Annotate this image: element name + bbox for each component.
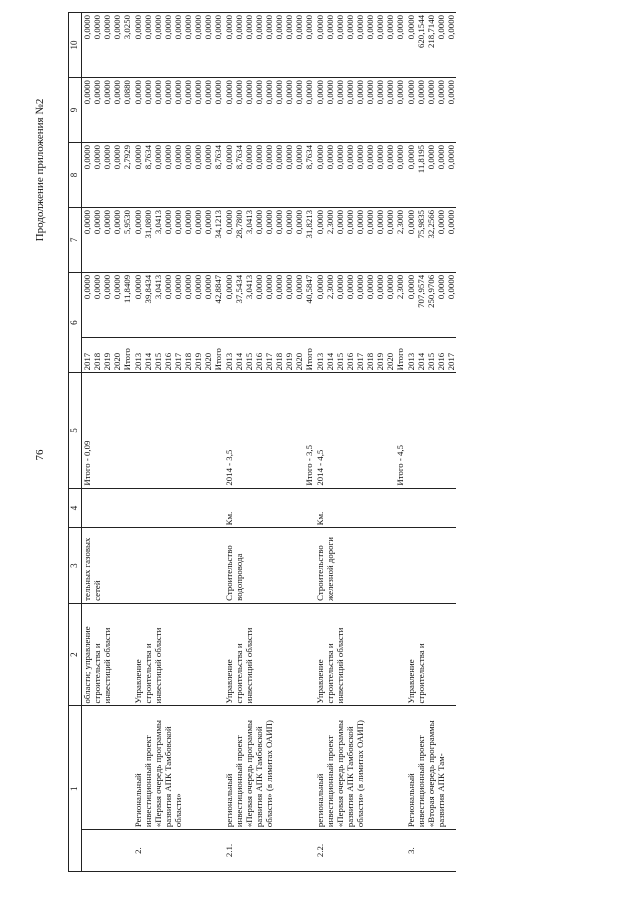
amount-cell: 0,0000: [102, 13, 112, 78]
amount-cell: 0,0000: [133, 272, 143, 337]
year-cell: 2017: [82, 337, 93, 373]
amount-cell: 0,0000: [224, 142, 234, 207]
amount-cell: 0,0000: [173, 142, 183, 207]
amount-cell: 0,0000: [234, 13, 244, 78]
amount-cell: 0,0000: [254, 142, 264, 207]
amount-cell: 0,0000: [92, 207, 102, 272]
amount-cell: 0,0000: [274, 142, 284, 207]
amount-cell: 0,0000: [82, 207, 93, 272]
amount-cell: 0,0000: [163, 142, 173, 207]
year-cell: 2014: [325, 337, 335, 373]
section-unit: [82, 488, 133, 528]
col-header-7: 7: [69, 207, 82, 272]
amount-cell: 0,0000: [224, 272, 234, 337]
col-header-2: 2: [69, 603, 82, 706]
amount-cell: 0,0000: [254, 13, 264, 78]
amount-cell: 0,0000: [284, 142, 294, 207]
amount-cell: 0,0000: [143, 78, 153, 143]
amount-cell: 2,3000: [325, 207, 335, 272]
amount-cell: 0,0000: [436, 78, 446, 143]
amount-cell: 0,0000: [375, 78, 385, 143]
table-row: [224, 13, 234, 872]
amount-cell: 0,0000: [446, 13, 456, 78]
amount-cell: 0,0000: [92, 272, 102, 337]
amount-cell: 0,0000: [244, 13, 254, 78]
amount-cell: 0,0000: [385, 207, 395, 272]
section-number: 3.: [406, 830, 457, 872]
amount-cell: 0,0000: [436, 142, 446, 207]
amount-cell: 0,0000: [254, 272, 264, 337]
amount-cell: 0,0000: [375, 142, 385, 207]
amount-cell: 0,0000: [183, 142, 193, 207]
table-row: [315, 13, 325, 872]
amount-cell: 0,0000: [183, 272, 193, 337]
amount-cell: 0,0000: [325, 142, 335, 207]
year-cell: 2017: [446, 337, 456, 373]
amount-cell: 0,0000: [406, 13, 416, 78]
amount-cell: 2,3000: [395, 272, 405, 337]
year-cell: 2015: [244, 337, 254, 373]
amount-cell: 0,0000: [82, 78, 93, 143]
amount-cell: 0,0000: [244, 78, 254, 143]
amount-cell: 0,0000: [406, 272, 416, 337]
amount-cell: 0,0000: [264, 207, 274, 272]
section-indicator: [133, 373, 224, 488]
amount-cell: 0,0000: [284, 78, 294, 143]
amount-cell: 218,7140: [426, 13, 436, 78]
amount-cell: 0,0000: [406, 78, 416, 143]
year-cell: 2014: [143, 337, 153, 373]
amount-cell: 0,0880: [122, 78, 132, 143]
amount-cell: 0,0000: [345, 142, 355, 207]
amount-cell: 0,0000: [183, 78, 193, 143]
amount-cell: 3,0413: [153, 207, 163, 272]
amount-cell: 0,0000: [163, 78, 173, 143]
amount-cell: 0,0000: [173, 78, 183, 143]
year-cell: 2016: [436, 337, 446, 373]
amount-cell: 0,0000: [325, 78, 335, 143]
section-unit: [406, 488, 457, 528]
year-cell: 2019: [284, 337, 294, 373]
section-unit: [133, 488, 224, 528]
year-cell: 2020: [294, 337, 304, 373]
amount-cell: 2,3000: [325, 272, 335, 337]
section-name: Региональный инвестиционный проект «Первая очередь программы развития АПК Тамбовской области»: [133, 706, 224, 830]
amount-cell: 0,0000: [264, 78, 274, 143]
year-cell: 2016: [254, 337, 264, 373]
section-executor: Управление строительства и: [406, 603, 457, 706]
column-number-row: [69, 13, 82, 872]
amount-cell: 0,0000: [203, 142, 213, 207]
year-cell: 2016: [345, 337, 355, 373]
amount-cell: 0,0000: [203, 78, 213, 143]
section-executor: Управление строительства и инвестиций области: [224, 603, 315, 706]
amount-cell: 0,0000: [183, 207, 193, 272]
amount-cell: 0,0000: [183, 13, 193, 78]
amount-cell: 0,0000: [213, 13, 223, 78]
year-cell: Итого: [213, 337, 223, 373]
amount-cell: 0,0000: [82, 13, 93, 78]
section-indicator: [406, 373, 457, 488]
amount-cell: 0,0000: [345, 13, 355, 78]
amount-cell: 0,0000: [395, 142, 405, 207]
amount-cell: 0,0000: [112, 78, 122, 143]
amount-cell: 0,0000: [153, 142, 163, 207]
year-cell: 2018: [92, 337, 102, 373]
year-cell: 2019: [102, 337, 112, 373]
amount-cell: 0,0000: [385, 272, 395, 337]
section-measure: Строительство железной дороги: [315, 528, 406, 603]
amount-cell: 0,0000: [365, 207, 375, 272]
amount-cell: 0,0000: [143, 13, 153, 78]
amount-cell: 11,8195: [416, 142, 426, 207]
amount-cell: 0,0000: [284, 13, 294, 78]
indicator-total: Итого - 4,5: [395, 445, 406, 486]
table-row: [406, 13, 416, 872]
amount-cell: 0,0000: [264, 272, 274, 337]
year-cell: 2015: [153, 337, 163, 373]
amount-cell: 0,0000: [375, 207, 385, 272]
year-cell: 2013: [315, 337, 325, 373]
rotated-table-container: [68, 12, 605, 872]
indicator-value: 2014 - 4,5: [314, 449, 325, 486]
amount-cell: 2,3000: [395, 207, 405, 272]
col-header-8: 8: [69, 142, 82, 207]
amount-cell: 0,0000: [446, 272, 456, 337]
amount-cell: 0,0000: [436, 207, 446, 272]
amount-cell: 0,0000: [335, 13, 345, 78]
amount-cell: 0,0000: [193, 13, 203, 78]
amount-cell: 0,0000: [153, 13, 163, 78]
amount-cell: 0,0000: [102, 78, 112, 143]
section-measure: тельных газовых сетей: [82, 528, 133, 603]
amount-cell: 0,0000: [375, 13, 385, 78]
amount-cell: 0,0000: [133, 207, 143, 272]
year-cell: 2013: [224, 337, 234, 373]
amount-cell: 0,0000: [112, 272, 122, 337]
year-cell: 2017: [264, 337, 274, 373]
indicator-value: 2014 - 3,5: [223, 449, 234, 486]
amount-cell: 0,0000: [395, 13, 405, 78]
year-cell: 2015: [426, 337, 436, 373]
year-cell: 2019: [375, 337, 385, 373]
amount-cell: 0,0000: [92, 13, 102, 78]
section-number: 2.1.: [224, 830, 315, 872]
section-number: 2.: [133, 830, 224, 872]
amount-cell: 0,0000: [133, 13, 143, 78]
section-indicator: [82, 373, 133, 488]
amount-cell: 0,0000: [203, 272, 213, 337]
amount-cell: 8,7634: [304, 142, 314, 207]
amount-cell: 0,0000: [315, 142, 325, 207]
col-header-4: 4: [69, 488, 82, 528]
amount-cell: 0,0000: [92, 78, 102, 143]
amount-cell: 31,0800: [143, 207, 153, 272]
year-cell: 2020: [112, 337, 122, 373]
amount-cell: 0,0000: [193, 207, 203, 272]
year-cell: 2017: [173, 337, 183, 373]
appendix-caption: Продолжение приложения №2: [34, 98, 46, 242]
year-cell: 2016: [163, 337, 173, 373]
year-cell: Итого: [122, 337, 132, 373]
amount-cell: 0,0000: [133, 142, 143, 207]
section-indicator: [224, 373, 315, 488]
amount-cell: 0,0000: [102, 207, 112, 272]
amount-cell: 31,8213: [304, 207, 314, 272]
amount-cell: 0,0000: [294, 142, 304, 207]
year-cell: 2020: [203, 337, 213, 373]
amount-cell: 0,0000: [224, 78, 234, 143]
section-name: региональный инвестиционный проект «Первая очередь программы развития АПК Тамбовской области» (в лимитах ОАИП): [224, 706, 315, 830]
amount-cell: 0,0000: [82, 142, 93, 207]
amount-cell: 0,0000: [274, 13, 284, 78]
year-cell: Итого: [304, 337, 314, 373]
amount-cell: 8,7634: [143, 142, 153, 207]
amount-cell: 0,0000: [395, 78, 405, 143]
amount-cell: 0,0000: [335, 142, 345, 207]
amount-cell: 0,0000: [213, 78, 223, 143]
amount-cell: 0,0000: [355, 142, 365, 207]
amount-cell: 40,5847: [304, 272, 314, 337]
amount-cell: 0,0000: [274, 272, 284, 337]
section-executor: Управление строительства и инвестиций области: [315, 603, 406, 706]
amount-cell: 3,0413: [153, 272, 163, 337]
year-cell: 2015: [335, 337, 345, 373]
amount-cell: 0,0000: [335, 78, 345, 143]
amount-cell: 3,0413: [244, 207, 254, 272]
year-cell: 2018: [365, 337, 375, 373]
amount-cell: 0,0000: [193, 272, 203, 337]
amount-cell: 0,0000: [294, 272, 304, 337]
year-cell: 2018: [183, 337, 193, 373]
amount-cell: 0,0000: [203, 207, 213, 272]
amount-cell: 0,0000: [335, 272, 345, 337]
table-row: [82, 13, 93, 872]
page-number: 76: [34, 449, 46, 461]
amount-cell: 11,8409: [122, 272, 132, 337]
amount-cell: 0,0000: [406, 142, 416, 207]
amount-cell: 0,0000: [304, 78, 314, 143]
amount-cell: 0,0000: [345, 78, 355, 143]
amount-cell: 620,1544: [416, 13, 426, 78]
amount-cell: 0,0000: [92, 142, 102, 207]
amount-cell: 0,0000: [284, 272, 294, 337]
amount-cell: 32,2566: [426, 207, 436, 272]
amount-cell: 0,0000: [304, 13, 314, 78]
amount-cell: 0,0000: [193, 78, 203, 143]
col-header-10: 10: [69, 13, 82, 78]
amount-cell: 0,0000: [315, 78, 325, 143]
amount-cell: 0,0000: [385, 78, 395, 143]
amount-cell: 0,0000: [193, 142, 203, 207]
year-cell: 2020: [385, 337, 395, 373]
amount-cell: 0,0000: [264, 13, 274, 78]
year-cell: 2014: [234, 337, 244, 373]
year-cell: 2019: [193, 337, 203, 373]
year-cell: 2017: [355, 337, 365, 373]
amount-cell: 8,7634: [213, 142, 223, 207]
amount-cell: 0,0000: [355, 13, 365, 78]
section-number: [82, 830, 133, 872]
section-executor: Управление строительства и инвестиций области: [133, 603, 224, 706]
amount-cell: 3,0413: [244, 272, 254, 337]
section-measure: [133, 528, 224, 603]
amount-cell: 37,5434: [234, 272, 244, 337]
amount-cell: 0,0000: [294, 13, 304, 78]
amount-cell: 0,0000: [102, 142, 112, 207]
amount-cell: 2,7929: [122, 142, 132, 207]
amount-cell: 0,0000: [436, 272, 446, 337]
amount-cell: 0,0000: [365, 13, 375, 78]
section-measure: [406, 528, 457, 603]
section-name: Региональный инвестиционный проект «Вторая очередь программы развития АПК Там-: [406, 706, 457, 830]
amount-cell: 0,0000: [446, 78, 456, 143]
amount-cell: 0,0000: [254, 78, 264, 143]
amount-cell: 0,0000: [365, 142, 375, 207]
amount-cell: 0,0000: [345, 207, 355, 272]
amount-cell: 0,0000: [294, 207, 304, 272]
section-indicator: [315, 373, 406, 488]
section-unit: Км.: [315, 488, 406, 528]
amount-cell: 0,0000: [203, 13, 213, 78]
section-name: региональный инвестиционный проект «Первая очередь программы развития АПК Тамбовской области» (в лимитах ОАИП): [315, 706, 406, 830]
amount-cell: 0,0000: [274, 78, 284, 143]
amount-cell: 0,0000: [173, 13, 183, 78]
year-cell: 2018: [274, 337, 284, 373]
amount-cell: 707,9574: [416, 272, 426, 337]
amount-cell: 0,0000: [112, 13, 122, 78]
amount-cell: 0,0000: [355, 207, 365, 272]
amount-cell: 0,0000: [446, 207, 456, 272]
amount-cell: 0,0000: [173, 207, 183, 272]
amount-cell: 0,0000: [315, 207, 325, 272]
indicator-value: Итого - 0,09: [82, 440, 92, 486]
amount-cell: 250,9706: [426, 272, 436, 337]
amount-cell: 0,0000: [406, 207, 416, 272]
amount-cell: 34,1213: [213, 207, 223, 272]
amount-cell: 0,0000: [102, 272, 112, 337]
amount-cell: 3,0250: [122, 13, 132, 78]
col-header-9: 9: [69, 78, 82, 143]
col-header-3: 3: [69, 528, 82, 603]
amount-cell: 0,0000: [264, 142, 274, 207]
amount-cell: 0,0000: [355, 78, 365, 143]
amount-cell: 0,0000: [163, 207, 173, 272]
col-header-6: 6: [69, 272, 82, 373]
amount-cell: 0,0000: [234, 78, 244, 143]
amount-cell: 28,7800: [234, 207, 244, 272]
amount-cell: 0,0000: [244, 142, 254, 207]
amount-cell: 0,0000: [163, 272, 173, 337]
amount-cell: 0,0000: [82, 272, 93, 337]
year-cell: Итого: [395, 337, 405, 373]
section-measure: Строительство водопровода: [224, 528, 315, 603]
amount-cell: 0,0000: [294, 78, 304, 143]
amount-cell: 0,0000: [375, 272, 385, 337]
table-row: [133, 13, 143, 872]
amount-cell: 0,0000: [426, 142, 436, 207]
amount-cell: 0,0000: [173, 272, 183, 337]
indicator-total: Итого - 3,5: [304, 445, 315, 486]
amount-cell: 0,0000: [335, 207, 345, 272]
amount-cell: 0,0000: [385, 142, 395, 207]
amount-cell: 42,8847: [213, 272, 223, 337]
col-header-1: 1: [69, 706, 82, 872]
amount-cell: 75,9835: [416, 207, 426, 272]
amount-cell: 0,0000: [365, 272, 375, 337]
amount-cell: 0,0000: [224, 207, 234, 272]
amount-cell: 0,0000: [325, 13, 335, 78]
section-unit: Км.: [224, 488, 315, 528]
amount-cell: 0,0000: [224, 13, 234, 78]
amount-cell: 0,0000: [254, 207, 264, 272]
amount-cell: 0,0000: [315, 13, 325, 78]
amount-cell: 0,0000: [112, 142, 122, 207]
year-cell: 2014: [416, 337, 426, 373]
table-body: [82, 13, 457, 872]
amount-cell: 0,0000: [133, 78, 143, 143]
amount-cell: 0,0000: [385, 13, 395, 78]
amount-cell: 5,9530: [122, 207, 132, 272]
section-number: 2.2.: [315, 830, 406, 872]
amount-cell: 0,0000: [315, 272, 325, 337]
col-header-5: 5: [69, 373, 82, 488]
amount-cell: 0,0000: [345, 272, 355, 337]
amount-cell: 0,0000: [446, 142, 456, 207]
year-cell: 2013: [406, 337, 416, 373]
section-executor: области; управление строительства и инвестиций области: [82, 603, 133, 706]
budget-table: [68, 12, 456, 872]
amount-cell: 39,8434: [143, 272, 153, 337]
amount-cell: 0,0000: [365, 78, 375, 143]
amount-cell: 8,7634: [234, 142, 244, 207]
amount-cell: 0,0000: [355, 272, 365, 337]
amount-cell: 0,0000: [153, 78, 163, 143]
amount-cell: 0,0000: [274, 207, 284, 272]
amount-cell: 0,0000: [163, 13, 173, 78]
amount-cell: 0,0000: [416, 78, 426, 143]
amount-cell: 0,0000: [436, 13, 446, 78]
amount-cell: 0,0000: [426, 78, 436, 143]
amount-cell: 0,0000: [284, 207, 294, 272]
section-name: [82, 706, 133, 830]
year-cell: 2013: [133, 337, 143, 373]
amount-cell: 0,0000: [112, 207, 122, 272]
